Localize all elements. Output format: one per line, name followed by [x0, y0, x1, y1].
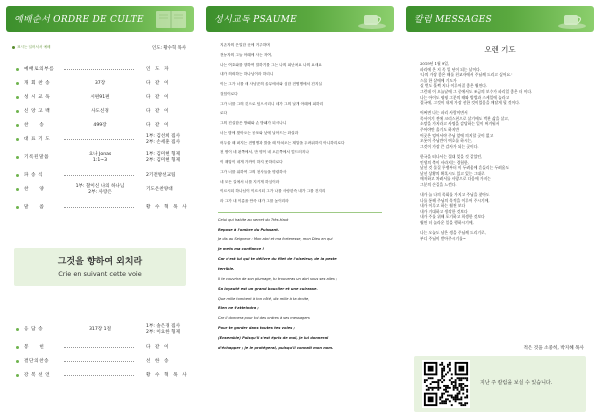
- bullet-icon: [16, 68, 19, 71]
- order-item-person: 다 같 이: [146, 95, 169, 100]
- psalm-line-fr: (Ensemble) Puisqu'il s'est épris de moi, je lui donnerai: [218, 335, 329, 340]
- psalm-line-fr: Repose à l'ombre du Puissant.: [218, 227, 280, 232]
- psalm-line: 그가 너를 위하여 그의 천사들을 명령하사: [220, 169, 287, 174]
- order-list: [6, 64, 194, 216]
- order-item: [6, 152, 194, 170]
- message-line: 2019년 1월 9일,: [420, 61, 450, 66]
- order-item-detail: 499장: [93, 123, 107, 128]
- coffee-cup-icon: [352, 8, 390, 30]
- bullet-icon: [16, 206, 19, 209]
- message-line: 그분의 손길을 느낀다.: [420, 181, 457, 187]
- message-line: 나는 오늘도 남은 생을 주님께 드리기로,: [420, 230, 486, 236]
- psalm-line-fr: Car c'est lui qui te délivre du filet de l'oiseleur, de la peste: [218, 257, 337, 262]
- message-title: 오렌 기도: [484, 45, 516, 54]
- psalm-line: 내가 의뢰하는 하나님이라 하리니: [220, 72, 274, 77]
- message-header-title: 칼럼 MESSAGES: [414, 15, 492, 25]
- bullet-icon: [16, 82, 19, 85]
- psalm-line-fr: Il te couvrira de son plumage, tu trouveras un abri sous ses ailes ;: [218, 276, 338, 281]
- bullet-icon: [16, 174, 19, 177]
- bullet-icon: [16, 138, 19, 141]
- psalm-header-title: 성시교독 PSAUME: [214, 15, 298, 25]
- message-line: 인생의 축이 사라지는 경험한,: [420, 159, 469, 165]
- order-item-name: 파 송 식: [24, 173, 44, 178]
- psalm-line: 그가 너를 그의 깃으로 덮으시리니 네가 그의 날개 아래에 피하리: [220, 101, 324, 106]
- order-item-person: 2기전방선교팀: [146, 173, 176, 178]
- order-item-person: 1부: 솔은경 집사 2부: 이요한 형제: [146, 324, 181, 335]
- order-item-person: 다 같 이: [146, 81, 169, 86]
- psalm-line-fr: terrible.: [218, 266, 235, 271]
- standing-note: 표시는 일어서서 예배: [6, 45, 194, 50]
- order-item-name: 찬 양: [24, 187, 45, 192]
- bullet-icon: [16, 96, 19, 99]
- order-item: [6, 342, 194, 356]
- order-item-person: 황 수 혁 목 사: [146, 373, 187, 378]
- psalm-line-fr: Rien ne t'atteindra ;: [218, 306, 259, 311]
- order-item: [6, 370, 194, 384]
- dotted-leader: [64, 175, 134, 176]
- order-list-2: [6, 324, 194, 384]
- dotted-leader: [64, 69, 134, 70]
- qr-box: [414, 356, 586, 412]
- message-line: 주어야만 울기도 하지만: [420, 127, 460, 133]
- order-item: [6, 134, 194, 152]
- message-line: 소망을 가지라고 사명을 감당하는 일이 버겨워서: [420, 121, 500, 127]
- psalm-line-fr: Pour te garder dans toutes tes voies ;: [218, 326, 295, 331]
- psalm-line: 로다: [220, 111, 228, 116]
- order-header: [6, 6, 194, 32]
- order-item-name: 강 복 선 언: [24, 373, 51, 378]
- psalm-line: 천 명이 네 왼쪽에서, 만 명이 네 오른쪽에서 엎드러지나: [220, 150, 309, 155]
- bullet-icon: [16, 124, 19, 127]
- psalm-french: [206, 216, 394, 354]
- order-item: [6, 106, 194, 120]
- message-line: 한국을 떠나서는 절대 잊을 것 같았던,: [420, 153, 483, 159]
- psalm-header: [206, 6, 394, 32]
- order-item: [6, 64, 194, 78]
- order-item-person: 선 한 송: [146, 359, 169, 364]
- psalm-line-fr: Car il donnera pour toi des ordres à ses messagers: [218, 316, 310, 321]
- bible-book-icon: [152, 8, 190, 30]
- dotted-leader: [64, 207, 134, 208]
- coffee-cup-icon: [552, 8, 590, 30]
- bullet-icon: [16, 110, 19, 113]
- psalm-line: 너는 밤에 찾아오는 공포와 낮에 날아드는 화살과: [220, 130, 299, 135]
- psalm-line: 이는 그가 너를 새 사냥꾼의 올무에서와 심한 전염병에서 건지실: [220, 82, 322, 86]
- order-item: [6, 92, 194, 106]
- order-item: [6, 356, 194, 370]
- sermon-title-banner: [14, 248, 186, 286]
- message-line: '나의 가장 좋은 때를 친교자에서 주님께 드리고 싶어요.': [420, 72, 513, 78]
- message-header: [406, 6, 594, 32]
- sermon-title-fr: Crie en suivant cette voie: [58, 270, 142, 278]
- order-item-name: 대 표 기 도: [24, 137, 51, 142]
- order-item-person: 1부: 김미현 형제 2부: 김미현 형제: [146, 152, 181, 163]
- psalm-line-fr: Que mille tombent à ton côté, dix mille à ta droite,: [218, 296, 310, 301]
- message-line: 그런데 이 오늘날에 그 중에서도 조금의 보수가 파리일 좋은 더 이다.: [420, 88, 533, 94]
- message-line: 스물 한 살에에 기도가: [420, 77, 457, 83]
- psalm-korean: [206, 41, 394, 207]
- message-line: 낯선 상황의 확혹시도 있고 있는 그대로: [420, 170, 485, 176]
- message-author: 적은 것을 소중히, 박지혜 목사: [523, 346, 584, 351]
- order-item-person: 황 수 혁 목 사: [146, 205, 187, 210]
- bullet-icon: [16, 328, 19, 331]
- message-line: 부디 주님이 받아주시기를~: [420, 235, 466, 241]
- psalm-line: 나는 여호와를 향하여 말하기를 그는 나의 피난처요 나의 요새요: [220, 62, 322, 67]
- psalm-line: 그의 진실함은 방패와 손 방패가 되시나니: [220, 121, 287, 125]
- order-item-person: 기도온찬양대: [146, 187, 173, 192]
- order-item-name: 신 앙 고 백: [24, 109, 51, 114]
- order-item: [6, 184, 194, 202]
- psalm-line-fr: Sa loyauté est un grand bouclier et une cuirasse.: [218, 286, 318, 291]
- order-item-name: 찬 송: [24, 123, 45, 128]
- order-item-detail: 시편91편: [90, 95, 110, 100]
- message-line: 묵서이기 전에 크리스천으로 살기에도 벅찬 삶을 살고,: [420, 115, 510, 121]
- order-item-detail: 사도신경: [91, 109, 109, 114]
- message-line: 내가 기대하고 생각한 것보다: [420, 208, 468, 214]
- order-item: [6, 78, 194, 92]
- dotted-leader: [64, 361, 134, 362]
- psalm-line: 지존자의 은밀한 곳에 거주하며: [220, 43, 270, 47]
- psalm-line-fr: Celui qui habite au secret du Très-Haut: [218, 217, 289, 222]
- bullet-icon: [16, 374, 19, 377]
- order-of-worship-panel: [0, 0, 200, 419]
- divider: [218, 212, 382, 213]
- order-item-name: 개 회 찬 송: [24, 81, 51, 86]
- dotted-leader: [64, 347, 134, 348]
- order-item-person: 인 도 자: [146, 67, 169, 72]
- message-panel: [400, 0, 600, 419]
- psalm-line: 라 그가 내 이름을 안즉 내가 그를 높이리라: [220, 199, 289, 203]
- order-item-person: 다 같 이: [146, 345, 169, 350]
- message-line: 내가 이루고 하는 훨씬 보다: [420, 203, 466, 209]
- message-line: 어쩌면 나는 파리 사람이면서: [420, 110, 468, 116]
- bullet-icon: [16, 360, 19, 363]
- order-item-name: 말 씀: [24, 205, 45, 210]
- dotted-leader: [64, 375, 134, 376]
- psalm-line: 것임이로다: [220, 91, 238, 96]
- psalm-line: 네 모든 길에서 너를 지키게 하심이라: [220, 179, 280, 184]
- order-item: [6, 120, 194, 134]
- order-item: [6, 202, 194, 216]
- psalm-line-fr: d'échapper ; je le protégerai, puisqu'il connaît mon nom.: [218, 345, 334, 350]
- order-item: [6, 170, 194, 184]
- message-line: 매저하고 차려서를 사랑으로 다음에 가지는: [420, 176, 491, 182]
- order-item-person: 다 같 이: [146, 109, 169, 114]
- message-line: 나를 통해 주님의 목적을 이루어 주시기에,: [420, 197, 490, 203]
- message-line: 파리에 온 지 꼭 일 년이 되는 날이다.: [420, 66, 482, 72]
- qr-code-icon[interactable]: [422, 360, 470, 408]
- message-line: 오롯이 주님만이 여호를 하시는,: [420, 138, 473, 144]
- psalm-line: 이 재앙이 네게 가까이 하지 못하리로다: [220, 160, 283, 164]
- order-item-name: 봉 헌: [24, 345, 45, 350]
- message-line: 그것이 가장 큰 감사가 되는 곳이다.: [420, 143, 479, 149]
- message-line: 낯선 것 물질 투쟁부터 이 두려움에 흔들리는 두려움도: [420, 165, 510, 171]
- order-item-name: 성 시 교 독: [24, 95, 51, 100]
- message-line: 실 번도 훌쩍 지나 이루어질 좋은 훨씬다.: [420, 83, 488, 89]
- message-body: [406, 61, 594, 241]
- presider: 인도: 황수혁 목사: [152, 46, 186, 51]
- psalm-line: 이르시되 하나님이 이르시되 그가 나를 사랑한즉 내가 그를 건지리: [220, 189, 326, 194]
- message-line: 훨씬 더 놀라운 일을 행하시기에,: [420, 219, 474, 225]
- order-item-name: 예배로의부름: [24, 67, 55, 72]
- order-item-name: 기록된말씀: [24, 155, 50, 160]
- qr-caption: 지난 주 칼럼을 보실 수 있습니다.: [480, 380, 553, 386]
- order-item-detail: 요나 Jonas 1:1~3: [88, 152, 112, 163]
- dotted-leader: [64, 139, 134, 140]
- order-item-detail: 1부: 찰이신 나의 하나님 2부: 사랑은: [75, 184, 125, 195]
- bullet-icon: [16, 346, 19, 349]
- sermon-title-ko: 그것을 향하여 외치라: [57, 257, 143, 267]
- order-item-name: 결단의찬송: [24, 359, 50, 364]
- order-item-person: 1부: 김선희 집사 2부: 손세훈 집사: [146, 134, 181, 145]
- order-header-title: 예배순서 ORDRE DE CULTE: [14, 15, 144, 25]
- order-item-detail: 317장 1절: [88, 327, 112, 332]
- bullet-icon: [16, 156, 19, 159]
- message-line: 나는 아이도 평평 그분의 때와 방법과 스케일에 놀라고: [420, 94, 510, 100]
- order-item-person: 다 같 이: [146, 123, 169, 128]
- bullet-icon: [16, 188, 19, 191]
- psalm-line: 전능자의 그늘 아래에 사는 자여,: [220, 52, 273, 57]
- order-item: [6, 324, 194, 342]
- message-line: 어곳은 엉어서야 주님 앞에 의지할 곳이 없고: [420, 132, 494, 138]
- order-item-detail: 37장: [94, 81, 106, 86]
- psalm-line-fr: je mets ma confiance !: [218, 247, 265, 252]
- psalm-line-fr: Je dis au Seigneur : Mon abri et ma forteresse, mon Dieu en qui: [218, 237, 333, 242]
- psalm-panel: [200, 0, 400, 419]
- psalm-line: 어두울 때 퍼지는 전염병과 밝을 때 닥쳐오는 재앙을 두려워하지 아니하리로다: [220, 140, 345, 145]
- message-line: 결국에, 그것이 내게 가장 선한 것이었음을 깨달게 될 것이다.: [420, 100, 521, 106]
- message-line: 내가 늘 나의 목회를 가지고 주님을 찾아도: [420, 191, 490, 197]
- message-line: 내가 주를 위해 포기하고 희생한 것보다: [420, 214, 485, 220]
- order-item-name: 응 답 송: [24, 327, 44, 332]
